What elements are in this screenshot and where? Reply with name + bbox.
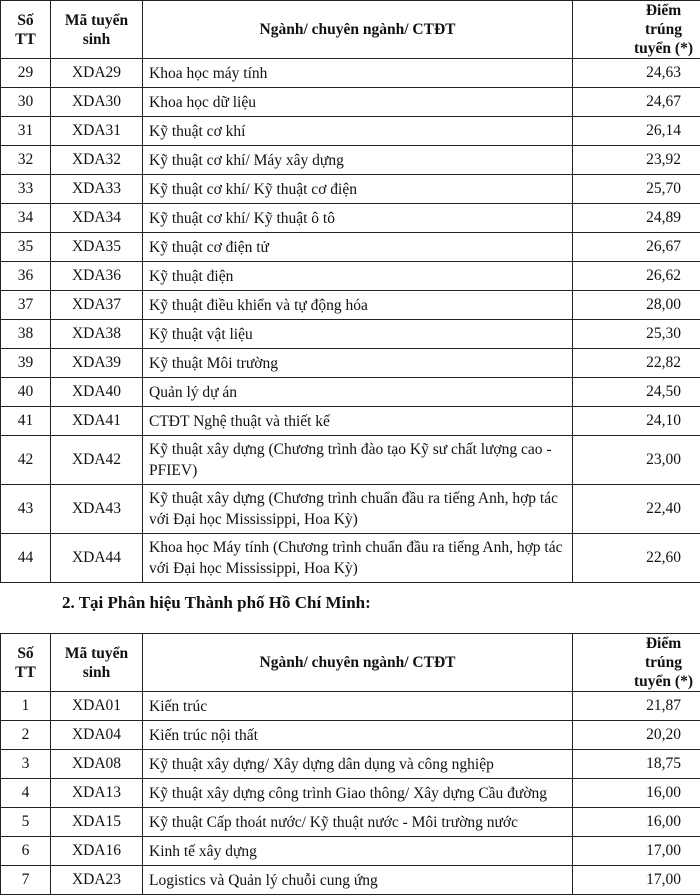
cell-ma: XDA34 [51,204,143,233]
cell-stt: 1 [1,692,51,721]
cell-diem: 24,89 [573,204,700,233]
cell-nganh: Kỹ thuật cơ khí/ Máy xây dựng [143,146,573,175]
cell-diem: 23,00 [573,436,700,485]
cell-nganh: Kỹ thuật cơ khí/ Kỹ thuật cơ điện [143,175,573,204]
table-row [1,59,700,88]
table-row [1,349,700,378]
cell-diem: 16,00 [573,779,700,808]
cell-stt: 2 [1,721,51,750]
cell-ma: XDA01 [51,692,143,721]
cell-nganh: Kiến trúc nội thất [143,721,573,750]
cell-stt: 37 [1,291,51,320]
cell-diem: 18,75 [573,750,700,779]
cell-stt: 5 [1,808,51,837]
cell-diem: 26,67 [573,233,700,262]
cell-diem: 24,50 [573,378,700,407]
cell-stt: 32 [1,146,51,175]
cell-ma: XDA29 [51,59,143,88]
cell-stt: 35 [1,233,51,262]
cell-ma: XDA32 [51,146,143,175]
table-row [1,233,700,262]
table-header-row [1,634,700,692]
cell-ma: XDA41 [51,407,143,436]
cell-nganh: Kỹ thuật cơ khí/ Kỹ thuật ô tô [143,204,573,233]
cell-diem: 16,00 [573,808,700,837]
cell-stt: 40 [1,378,51,407]
cell-ma: XDA37 [51,291,143,320]
table-row [1,866,700,895]
cell-stt: 31 [1,117,51,146]
cell-stt: 42 [1,436,51,485]
cell-nganh: Kỹ thuật Môi trường [143,349,573,378]
cell-stt: 29 [1,59,51,88]
cell-nganh: CTĐT Nghệ thuật và thiết kế [143,407,573,436]
cell-diem: 17,00 [573,837,700,866]
table-row [1,407,700,436]
cell-diem: 21,87 [573,692,700,721]
cell-ma: XDA23 [51,866,143,895]
header-diem: Điểm trúng tuyển (*) [573,634,700,692]
cell-ma: XDA08 [51,750,143,779]
cell-ma: XDA43 [51,485,143,534]
cell-nganh: Kiến trúc [143,692,573,721]
cell-ma: XDA44 [51,534,143,583]
cell-stt: 43 [1,485,51,534]
table-row [1,146,700,175]
cell-diem: 26,62 [573,262,700,291]
header-stt: Số TT [1,634,51,692]
admission-table-hcm [0,633,700,895]
cell-stt: 41 [1,407,51,436]
cell-stt: 34 [1,204,51,233]
table-row [1,485,700,534]
cell-nganh: Khoa học máy tính [143,59,573,88]
cell-ma: XDA33 [51,175,143,204]
cell-nganh: Kỹ thuật cơ điện tử [143,233,573,262]
cell-diem: 23,92 [573,146,700,175]
header-diem: Điểm trúng tuyển (*) [573,1,700,59]
cell-diem: 24,67 [573,88,700,117]
table-row [1,262,700,291]
section-title: 2. Tại Phân hiệu Thành phố Hồ Chí Minh: [62,593,371,613]
table-row [1,378,700,407]
table-row [1,204,700,233]
cell-diem: 22,82 [573,349,700,378]
cell-stt: 44 [1,534,51,583]
cell-ma: XDA13 [51,779,143,808]
table-row [1,320,700,349]
header-nganh: Ngành/ chuyên ngành/ CTĐT [143,634,573,692]
table-row [1,291,700,320]
cell-stt: 39 [1,349,51,378]
cell-ma: XDA42 [51,436,143,485]
cell-stt: 33 [1,175,51,204]
table-row [1,692,700,721]
cell-ma: XDA04 [51,721,143,750]
cell-nganh: Khoa học Máy tính (Chương trình chuẩn đầu ra tiếng Anh, hợp tác với Đại học Mississippi, Hoa Kỳ) [143,534,573,583]
cell-ma: XDA36 [51,262,143,291]
cell-nganh: Quản lý dự án [143,378,573,407]
cell-ma: XDA38 [51,320,143,349]
cell-diem: 20,20 [573,721,700,750]
table-row [1,436,700,485]
cell-ma: XDA35 [51,233,143,262]
cell-nganh: Khoa học dữ liệu [143,88,573,117]
cell-stt: 3 [1,750,51,779]
cell-nganh: Kỹ thuật xây dựng/ Xây dựng dân dụng và công nghiệp [143,750,573,779]
table-row [1,721,700,750]
cell-nganh: Kỹ thuật xây dựng (Chương trình chuẩn đầu ra tiếng Anh, hợp tác với Đại học Mississippi, Hoa Kỳ) [143,485,573,534]
cell-diem: 26,14 [573,117,700,146]
header-ma-tuyen-sinh: Mã tuyển sinh [51,634,143,692]
cell-diem: 25,70 [573,175,700,204]
cell-stt: 6 [1,837,51,866]
cell-diem: 28,00 [573,291,700,320]
cell-stt: 7 [1,866,51,895]
table-row [1,779,700,808]
cell-nganh: Kỹ thuật cơ khí [143,117,573,146]
cell-diem: 24,10 [573,407,700,436]
cell-diem: 22,40 [573,485,700,534]
cell-diem: 24,63 [573,59,700,88]
cell-diem: 22,60 [573,534,700,583]
cell-nganh: Kỹ thuật xây dựng (Chương trình đào tạo Kỹ sư chất lượng cao - PFIEV) [143,436,573,485]
cell-nganh: Kỹ thuật Cấp thoát nước/ Kỹ thuật nước - Môi trường nước [143,808,573,837]
cell-nganh: Kỹ thuật điều khiển và tự động hóa [143,291,573,320]
cell-stt: 4 [1,779,51,808]
table-header-row [1,1,700,59]
header-ma-tuyen-sinh: Mã tuyển sinh [51,1,143,59]
table-row [1,117,700,146]
cell-ma: XDA31 [51,117,143,146]
table-row [1,837,700,866]
table-row [1,534,700,583]
table-row [1,750,700,779]
cell-nganh: Kinh tế xây dựng [143,837,573,866]
cell-nganh: Kỹ thuật điện [143,262,573,291]
table-row [1,175,700,204]
cell-ma: XDA40 [51,378,143,407]
cell-ma: XDA15 [51,808,143,837]
cell-stt: 36 [1,262,51,291]
cell-nganh: Kỹ thuật vật liệu [143,320,573,349]
cell-ma: XDA16 [51,837,143,866]
table-row [1,88,700,117]
cell-stt: 30 [1,88,51,117]
cell-nganh: Kỹ thuật xây dựng công trình Giao thông/ Xây dựng Cầu đường [143,779,573,808]
cell-diem: 17,00 [573,866,700,895]
cell-ma: XDA30 [51,88,143,117]
cell-diem: 25,30 [573,320,700,349]
cell-nganh: Logistics và Quản lý chuỗi cung ứng [143,866,573,895]
table-row [1,808,700,837]
cell-stt: 38 [1,320,51,349]
header-nganh: Ngành/ chuyên ngành/ CTĐT [143,1,573,59]
cell-ma: XDA39 [51,349,143,378]
header-stt: Số TT [1,1,51,59]
